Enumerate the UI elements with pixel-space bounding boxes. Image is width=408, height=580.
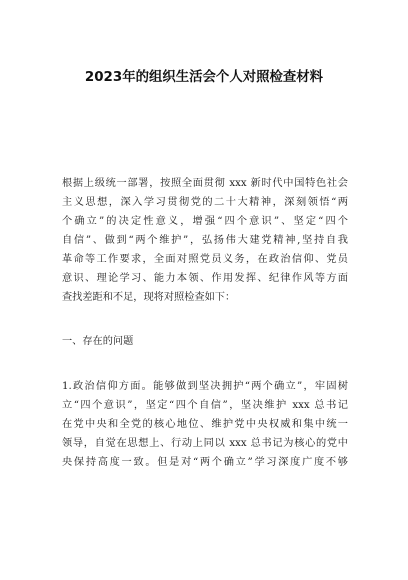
document-title: 2023年的组织生活会个人对照检查材料 (84, 70, 324, 85)
intro-line-5: 革命等工作要求，全面对照党员义务，在政治信仰、党员 (62, 254, 348, 265)
intro-line-2: 主义思想，深入学习贯彻党的二十大精神，深刻领悟“两 (62, 197, 348, 208)
item1-line-1: 1.政治信仰方面。能够做到坚决拥护“两个确立”，牢固树 (62, 381, 348, 392)
item1-line-5: 央保持高度一致。但是对“两个确立”学习深度广度不够 (62, 457, 348, 468)
item1-line-3: 在党中央和全党的核心地位、维护党中央权威和集中统一 (62, 419, 348, 430)
section-heading: 一、存在的问题 (62, 336, 134, 347)
intro-line-1: 根据上级统一部署，按照全面贯彻 xxx 新时代中国特色社会 (62, 178, 348, 189)
intro-line-3: 个确立”的决定性意义，增强“四个意识”、坚定“四个 (62, 216, 348, 227)
intro-line-7: 查找差距和不足，现将对照检查如下： (62, 292, 236, 303)
item1-line-2: 立“四个意识”，坚定“四个自信”，坚决维护 xxx 总书记 (62, 400, 348, 411)
intro-line-6: 意识、理论学习、能力本领、作用发挥、纪律作风等方面 (62, 273, 348, 284)
intro-line-4: 自信”、做到“两个维护”，弘扬伟大建党精神,坚持自我 (62, 235, 348, 246)
item1-line-4: 领导，自觉在思想上、行动上同以 xxx 总书记为核心的党中 (62, 438, 348, 449)
